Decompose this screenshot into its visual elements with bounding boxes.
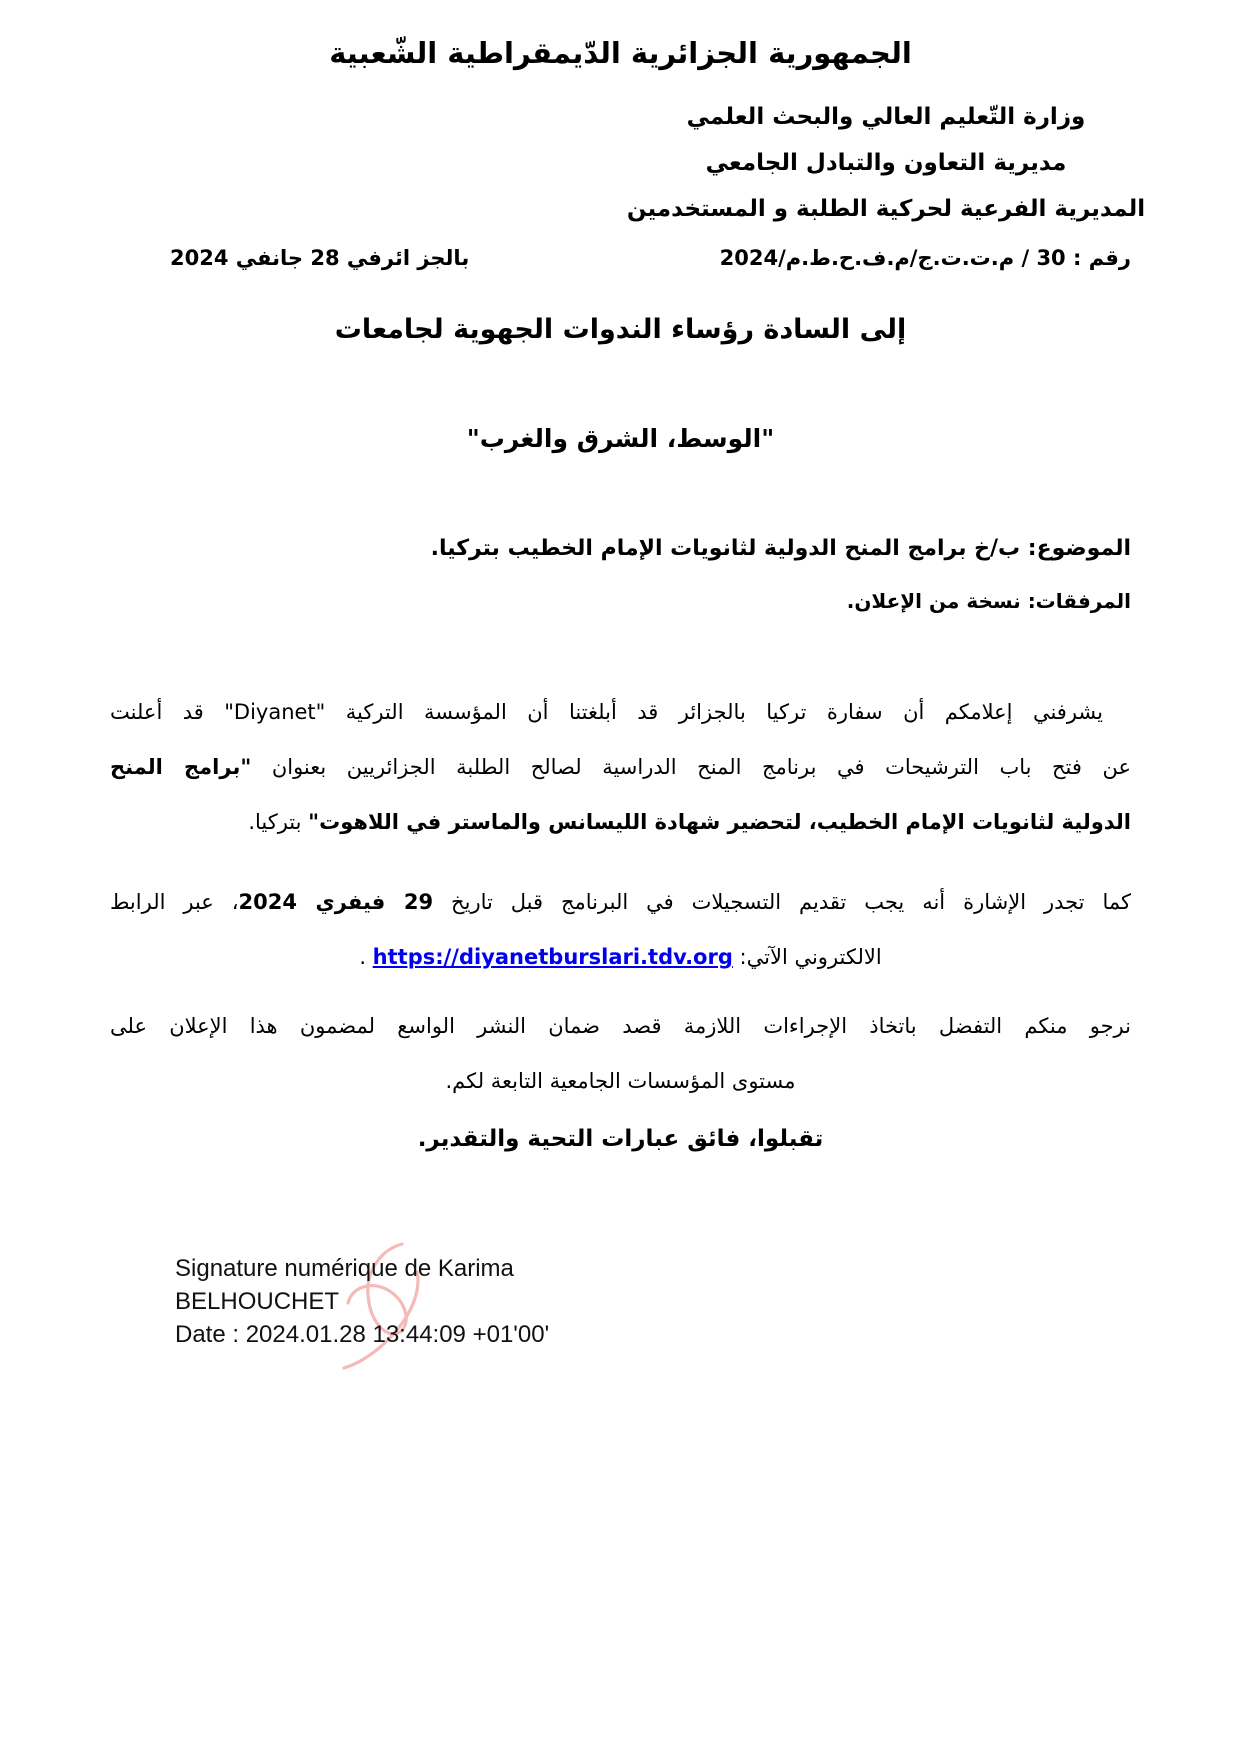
header-directorate: مديرية التعاون والتبادل الجامعي <box>705 150 1067 176</box>
header-ministry-block <box>555 94 1217 232</box>
p1-l3-bold: الدولية لثانويات الإمام الخطيب، لتحضير شهادة الليسانس والماستر في اللاهوت" <box>308 810 1131 834</box>
p1-l2-bold: "برامج المنح <box>110 755 252 779</box>
paragraph-3-line-2 <box>110 1057 1131 1112</box>
paragraph-2-line-2 <box>110 933 1131 988</box>
recipient-line1: إلى السادة رؤساء الندوات الجهوية لجامعات <box>334 314 907 345</box>
paragraph-1-line-1 <box>110 688 1131 743</box>
recipient-line2: "الوسط، الشرق والغرب" <box>466 424 775 453</box>
paragraph-1-line-3 <box>110 798 1131 853</box>
signature-line-1: Signature numérique de Karima <box>175 1255 514 1282</box>
signature-line-2: BELHOUCHET <box>175 1288 340 1315</box>
paragraph-1-line-2 <box>110 743 1131 798</box>
subject-line: الموضوع: ب/خ برامج المنح الدولية لثانويات الإمام الخطيب بتركيا. <box>430 536 1131 561</box>
signature-date-line: Date : 2024.01.28 13:44:09 +01'00' <box>175 1321 550 1348</box>
p2-link-suffix: . <box>359 945 373 969</box>
closing-salutation: تقبلوا، فائق عبارات التحية والتقدير. <box>417 1126 824 1152</box>
body-paragraph-3 <box>110 1002 1131 1112</box>
p1-l3-normal: بتركيا. <box>248 810 309 834</box>
p2-l1-normal2: ، عبر الرابط <box>110 890 239 914</box>
paragraph-2-line-1 <box>110 878 1131 933</box>
reference-number: رقم : 30 / م.ت.ت.ج/م.ف.ح.ط.م/2024 <box>719 246 1131 270</box>
header-ministry: وزارة التّعليم العالي والبحث العلمي <box>686 104 1086 130</box>
digital-signature-block <box>175 1252 549 1351</box>
p3-l2-text: مستوى المؤسسات الجامعية التابعة لكم. <box>445 1069 796 1093</box>
p1-l1-text: يشرفني إعلامكم أن سفارة تركيا بالجزائر قد أبلغتنا أن المؤسسة التركية "Diyanet" قد أعلنت <box>110 700 1103 724</box>
p2-l1-normal1: كما تجدر الإشارة أنه يجب تقديم التسجيلات في البرنامج قبل تاريخ <box>433 890 1131 914</box>
p2-link-prefix: الالكتروني الآتي: <box>732 945 882 969</box>
p2-deadline-date: 29 فيفري 2024 <box>238 890 434 914</box>
body-paragraph-1 <box>110 688 1131 853</box>
p1-l2-normal: عن فتح باب الترشيحات في برنامج المنح الدراسية لصالح الطلبة الجزائريين بعنوان <box>251 755 1131 779</box>
paragraph-3-line-1 <box>110 1002 1131 1057</box>
p3-l1-text: نرجو منكم التفضل باتخاذ الإجراءات اللازمة قصد ضمان النشر الواسع لمضمون هذا الإعلان على <box>110 1014 1131 1038</box>
header-subdirectorate: المديرية الفرعية لحركية الطلبة و المستخدمين <box>626 196 1146 222</box>
reference-place-date: بالجز ائرفي 28 جانفي 2024 <box>170 246 470 270</box>
header-republic: الجمهورية الجزائرية الدّيمقراطية الشّعبية <box>329 36 912 70</box>
body-paragraph-2 <box>110 878 1131 988</box>
attachments-line: المرفقات: نسخة من الإعلان. <box>846 589 1131 613</box>
scholarship-portal-link[interactable]: https://diyanetburslari.tdv.org <box>372 945 733 969</box>
